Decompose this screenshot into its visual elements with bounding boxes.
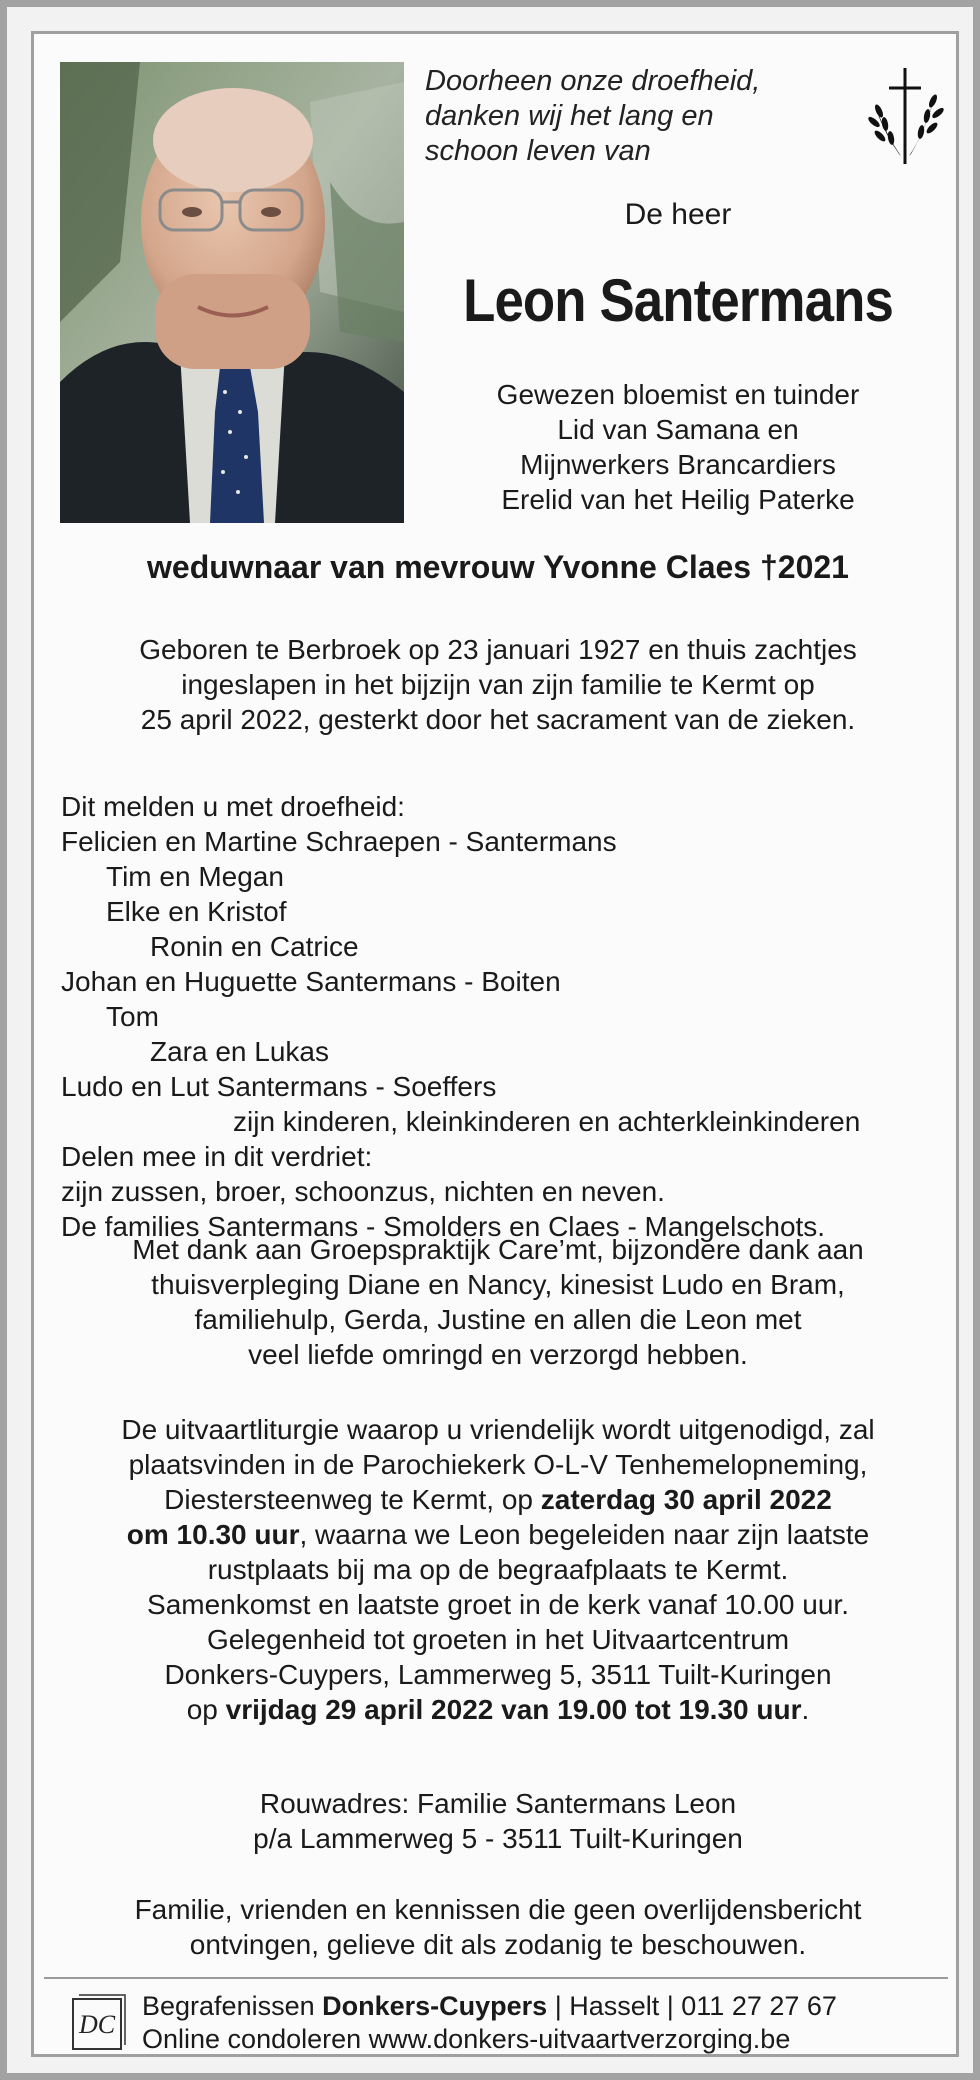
cross-with-wheat-icon xyxy=(863,66,947,166)
family-grandchild: Elke en Kristof xyxy=(106,896,287,927)
family-list xyxy=(61,789,951,1244)
service-paragraph: De uitvaartliturgie waarop u vriendelijk wordt uitgenodigd, zal plaatsvinden in de Parochiekerk O-L-V Tenhemelopneming, Diestersteenweg te Kermt, op zaterdag 30 april 2022 om 10.30 uur, waarna we Leon begeleiden naar zijn laatste rustplaats bij ma op de begraafplaats te Kermt. Samenkomst en laatste groet in de kerk vanaf 10.00 uur. Gelegenheid tot groeten in het Uitvaartcentrum Donkers-Cuypers, Lammerweg 5, 3511 Tuilt-Kuringen op vrijdag 29 april 2022 van 19.00 tot 19.30 uur. xyxy=(121,1414,875,1725)
family-grandchild: Tim en Megan xyxy=(106,861,284,892)
family-child: Ludo en Lut Santermans - Soeffers xyxy=(61,1071,497,1102)
families-line: De families Santermans - Smolders en Claes - Mangelschots. xyxy=(61,1211,826,1242)
siblings-line: zijn zussen, broer, schoonzus, nichten en neven. xyxy=(61,1176,665,1207)
visitation-time: vrijdag 29 april 2022 van 19.00 tot 19.30 uur xyxy=(225,1694,802,1725)
family-great-grandchild: Zara en Lukas xyxy=(150,1036,329,1067)
deceased-name: Leon Santermans xyxy=(463,267,893,334)
condolence-link[interactable]: Online condoleren www.donkers-uitvaartverzorging.be xyxy=(142,2024,791,2054)
salutation: De heer xyxy=(624,198,732,231)
intro-text: Doorheen onze droefheid, danken wij het lang en schoon leven van xyxy=(425,65,761,167)
service-time: om 10.30 uur xyxy=(126,1519,300,1550)
role-line: Erelid van het Heilig Paterke xyxy=(501,484,855,515)
thanks-paragraph: Met dank aan Groepspraktijk Care’mt, bijzondere dank aan thuisverpleging Diane en Nancy, kinesist Ludo en Bram, familiehulp, Gerda, Justine en allen die Leon met veel liefde omringd en verzorgd hebben. xyxy=(132,1234,864,1370)
family-heading: Dit melden u met droefheid: xyxy=(61,791,405,822)
birth-death-paragraph: Geboren te Berbroek op 23 januari 1927 en thuis zachtjes ingeslapen in het bijzijn van zijn familie te Kermt op 25 april 2022, gesterkt door het sacrament van de zieken. xyxy=(139,634,857,735)
family-great-grandchild: Ronin en Catrice xyxy=(150,931,359,962)
family-child: Felicien en Martine Schraepen - Santermans xyxy=(61,826,617,857)
family-relation: zijn kinderen, kleinkinderen en achterkleinkinderen xyxy=(233,1106,861,1137)
role-line: Mijnwerkers Brancardiers xyxy=(520,449,836,480)
service-date: zaterdag 30 april 2022 xyxy=(540,1484,832,1515)
notice-paragraph: Familie, vrienden en kennissen die geen overlijdensbericht ontvingen, gelieve dit als zodanig te beschouwen. xyxy=(134,1894,862,1960)
mourning-address: Rouwadres: Familie Santermans Leon p/a Lammerweg 5 - 3511 Tuilt-Kuringen xyxy=(253,1788,743,1854)
funeral-home-logo-icon xyxy=(71,1993,127,2053)
svg-text:DC: DC xyxy=(78,2010,116,2039)
page-background xyxy=(7,7,973,2073)
notice-frame xyxy=(31,31,959,2057)
roles-list xyxy=(414,377,942,517)
role-line: Gewezen bloemist en tuinder xyxy=(496,379,860,410)
portrait-photo xyxy=(60,62,404,523)
role-line: Lid van Samana en xyxy=(557,414,799,445)
family-grandchild: Tom xyxy=(106,1001,159,1032)
divider xyxy=(44,1977,948,1979)
footer: Begrafenissen Donkers-Cuypers | Hasselt | 011 27 27 67 Online condoleren www.donkers-uitvaartverzorging.be xyxy=(142,1990,942,2056)
family-child: Johan en Huguette Santermans - Boiten xyxy=(61,966,561,997)
widower-line: weduwnaar van mevrouw Yvonne Claes †2021 xyxy=(147,549,849,585)
share-heading: Delen mee in dit verdriet: xyxy=(61,1141,373,1172)
funeral-home-name: Donkers-Cuypers xyxy=(322,1991,548,2021)
